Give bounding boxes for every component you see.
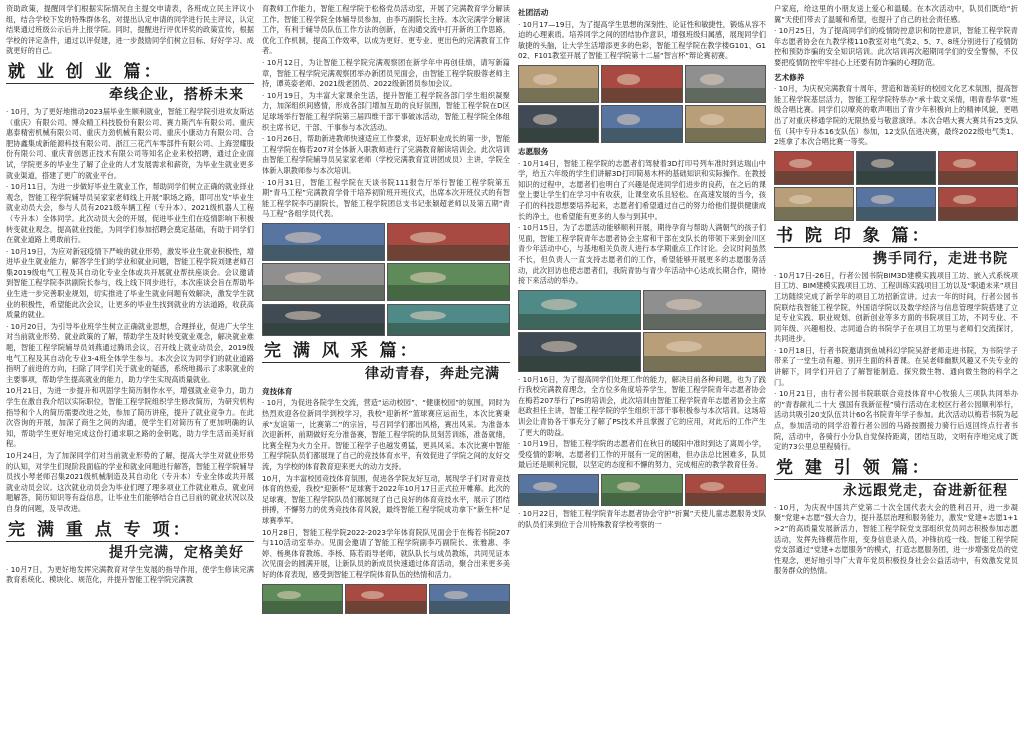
event-photo: [774, 151, 854, 185]
paragraph: 户家庭，给这里的小朋友送上爱心和温暖。在本次活动中，队员们既给“折翼”天使们带去了温暖和希望，也提升了自己的社会责任感。: [774, 4, 1018, 24]
subheading-sports: 竞技体育: [262, 386, 293, 396]
section-title-party: 党 建 引 领 篇：: [774, 456, 1018, 480]
section-title-academy: 书 院 印 象 篇：: [774, 224, 1018, 248]
event-photo: [262, 304, 385, 336]
paragraph: · 10月20日，为引导毕业班学生树立正确就业思想，合理择业，促进广大学生对当前就业形势、就业政策的了解，帮助学生及时转变就业观念，解决就业难题，智能工程学院辅导员刘燕通过腾讯会议，召开线上就业动员会，2019级电气工程及其自动化专业3-4班全体学生参与。本次会议为同学们的就业道路指明了前进的方向，扫除了同学们关于就业的疑惑，系统地揭示了求职就业的主要事项，帮助学生提高就业的能力，助力学生实现高质量就业。: [6, 321, 254, 384]
section-title-style: 完 满 风 采 篇：: [262, 339, 510, 363]
paragraph: · 10月31日，智能工程学院在天谈书院111报告厅举行智能工程学院第五期“青马工程”完满教育学骨干培养初阶班开班仪式，出席本次开班仪式的有智能工程学院李巧副院长，智能工程学院团总支书记张颖超老师以及第五期“青马工程”各组学员代表。: [262, 177, 510, 219]
subheading-community: 社团活动: [518, 8, 549, 17]
event-photo: [262, 263, 385, 301]
paragraph: · 10月，为了更好地推动2023届毕业生顺利就业，智能工程学院引进欢友斯达（重庆）有限公司、博众精工科技股份有限公司、赛力斯汽车有限公司、重庆惠泰精密机械有限公司、重庆力劲机械有限公司、重庆小康动力有限公司、合肥协鑫集成新能源科技有限公司、浙江三花汽车零部件有限公司、上海翌耀股份有限公司、重庆青创恩正技术有限公司等知名企业来校招聘，通过企业面试，学院更多的毕业生了解了企业的人才发展需求和薪资，为毕业生就业更多就业渠道，搭建了更广的就业平台。: [6, 106, 254, 180]
paragraph: · 10月19日，为应对新冠疫情下严峻的就业形势，激发毕业生就业积极性，增进毕业生就业能力，解答学生们的学业和就业问题，智能工程学院刘建老师召集2019级电气工程及其自动化专业全体或共开展就业帮扶座谈会。会议邀请到智能工程学院李洪副院长参与，线上线下同步进行，本次座谈会旨在帮助毕业生进一步完善职业规划，切实推进了毕业生就业问题有效解决，激发学生就业的积极性，希望能此次会议，让更多的毕业生找到就业的方法道路，收获高质量的就业。: [6, 246, 254, 320]
photo-grid: [774, 151, 1018, 221]
paragraph: 10月21日，为进一步提升和巩固学生简历制作水平，增强就业竞争力，助力学生在激自我介绍以实际职位，智能工程学院组织学生修改简历，为研究机构指导和个人的简历需要改进之处，参加了简历讲座，提升了就业竞争力。在此次咨询的开展，加深了商生之间的沟通，使学生们对简历有了更加明确的认知，帮助学生更好地完成这份打通求职之路的金钥匙，助力学生活而美好前程。: [6, 386, 254, 449]
paragraph: · 10月，为促进各院学生交流，营造“运动校园”、“健康校园”的氛围，同时为热烈欢迎各位新同学到校学习，我校“迎新杯”篮球赛应运而生，本次比赛秉承“友谊第一，比赛第二”的宗旨，号召同学们都出风格，赛出风采。为准备本次迎新杯，前期做好充分准备赛，智能工程学院的队员刻苦训练，准备就绪，比赛全程为火力全开。智能工程学子也越发勇猛，更具风采。本次比赛中智能工程学院队员们都展现了自己的竞技体育水平，有效促进了学院之间的友好交流，为学校的体育教育迎来更大的动力支持。: [262, 398, 510, 472]
paragraph: · 10月22日，智能工程学院青年志愿者协会守护“折翼”天使儿童志愿服务支队的队员们来到位于合川特殊教育学校考察的一: [518, 509, 766, 529]
event-photo: [429, 584, 510, 614]
event-photo: [518, 332, 641, 372]
paragraph: · 10月11日，为进一步做好毕业生就业工作，帮助同学们树立正确的就业择业观念，智能工程学院辅导员吴家家老师线上开展“职场之路，即可出发”毕业生就业动员大会，参与人员有2021级车辆工程（专升本）、2021级机器人工程（专升本）全体同学。此次动员大会的开展，促进毕业生们在疫情影响下积极转变就业观念，提高就业技能，为同学们参加招聘会奠定基础，有助于同学们在就业道路上勇敢前行。: [6, 182, 254, 245]
event-photo: [387, 263, 510, 301]
event-photo: [856, 151, 936, 185]
column-3: [518, 4, 766, 735]
event-photo: [387, 223, 510, 261]
paragraph: 育教师工作能力，智能工程学院于松格党员活动室，开展了完满教育学分解读工作。智能工程学院全体辅导员参加，由李巧副院长主持。本次完满学分解读工作，有利于辅导员队伍工作方法的创新，在沟通交流中打开新的工作思路，优化工作机制，提高工作效率，以成为更好、更专业、更出色的完满教育工作者。: [262, 4, 510, 56]
event-photo: [685, 474, 766, 506]
paragraph: · 10月19日，智能工程学院的志愿者们在秋日的暖阳中准时到达了离周小学，受疫情的影响，志愿者们工作的开展有一定的困难，但办法总比困难多，队员最后还是顺利完服，以坚定的态度和不懈的努力，完成相应的教学教育任务。: [518, 439, 766, 470]
event-photo: [685, 65, 766, 103]
subheading-volunteer: 志愿服务: [518, 146, 549, 156]
section-title-employment: 就 业 创 业 篇：: [6, 60, 254, 84]
paragraph: · 10月7日，为更好地发挥完满教育对学生发展的指导作用，使学生修读完满教育系统化、模块化、规范化，并提升智能工程学院完满教: [6, 564, 254, 585]
event-photo: [601, 474, 682, 506]
paragraph: 10月，为丰富校园竞技体育氛围，促进各学院友好互动，展现学子们对青竞技体育的热爱，我校“迎新杯”足球赛于2022年10月17日正式拉开帷幕。此次的足球赛，智能工程学院队员们都展现了自己良好的体育竞技水平，展示了团结拼搏，不懈努力的优秀竞技体育风貌，最终智能工程学院成功拿下“新生杯”足球赛季军。: [262, 473, 510, 525]
event-photo: [643, 332, 766, 372]
section-title-special: 完 满 重 点 专 项：: [6, 518, 254, 542]
event-photo: [938, 187, 1018, 221]
paragraph: · 10月12日，为让智能工程学院完满观察团在新学年中再创佳绩，请写新篇章，智能工程学院完满观察团举办新团员见面会，由智能工程学院殷蓉老师主持，谭英姿老师、2021级老团员、2022级新团员参加会议。: [262, 57, 510, 89]
event-photo: [262, 584, 343, 614]
event-photo: [643, 290, 766, 330]
event-photo: [685, 105, 766, 143]
column-2: [262, 4, 510, 735]
paragraph: · 10月19日，为丰富大家课余生活，提升智能工程学院各部门学生组织凝聚力，加深组织间感情，形成各部门增加互助的良好氛围，智能工程学院在D区足球场举行智能工程学院第三届四维干部干事破冰活动，智能工程学院全体组织主席书记、干部、干事参与本次活动。: [262, 90, 510, 132]
event-photo: [938, 151, 1018, 185]
paragraph: · 10月，为庆祝中国共产党第二十次全国代表大会的胜利召开，进一步凝聚“党建+志愿”强大合力，提升基层治理和服务能力，激发“党建+志愿1+1>2”的高质量发展新活力，智能工程学院党支部组织党员同志积极参加志愿活动，发挥先锋模范作用，变身信息录入员，冲锋抗疫一线。智能工程学院党支部通过“党建+志愿服务”的模式，打造志愿服务团，进一步增强党员的党性观念，更好地引导广大青年党员积极投身社会公益活动中，有效激发党员服务群众的热情。: [774, 502, 1018, 576]
photo-grid: [262, 584, 510, 614]
section-subtitle-academy: 携手同行，走进书院: [873, 250, 1008, 267]
photo-grid: [518, 474, 766, 506]
event-photo: [774, 187, 854, 221]
subheading-art: 艺术修养: [774, 72, 805, 82]
paragraph: 10月28日，智能工程学院2022-2023学年体育院队见面会于在梅若书院207与110活动室举办。见面会邀请了智能工程学院副李巧副院长、张雅惠、李婷、杨奥体育教练、李杨、陈若雨导老师，就队队长与成员教练，共同见证本次见面会的圆满开展，让新队员的新成员快速通过体育活动，聚合出来更多美好的体育表现，感受到智能工程学院体育队伍的热情和活力。: [262, 527, 510, 579]
column-4: [774, 4, 1018, 735]
column-1: [6, 4, 254, 735]
paragraph: · 10月21日，由行者公园书院联联合竞技体育中心牧狼人三项队共同举办的“青春献礼二十大 强国有我新征程”骑行活动在北校区行者公园顺利举行，活动共吸引20支队伍共计60名书院青年学子参加。此次活动以梅若书院为起点，参加活动的同学沿着行者公园的马路按圈接力骑行后返回终点行者书院，活动中，各骑行小分队自觉保持距离，团结互助，文明有序地完成了既定的73公里总里程骑行。: [774, 389, 1018, 452]
paragraph: · 10月26日，帮助新进教师快速适应工作要求，迈好职业成长的第一步，智能工程学院在梅若207对全体新入职教师进行了完满教育解读培训会。此次培训由智能工程学院辅导员吴家家老师（学校完满教育宣讲团成员）主讲，学院全体新入职教师参与本次培训。: [262, 134, 510, 175]
paragraph: · 10月16日，为了提高同学们处理工作的能力，解决目前各种问题，也为了践行我校完满教育理念，全方位多角度培养学生，智能工程学院青年志愿者协会在梅若207举行了PS的培训会，此次培训由智能工程学院青年志愿者协会主席赵政担任主讲，智能工程学院的学生组织干部干事积极参与本次培训。这场培训会让青协各干事充分了解了PS技术并且掌握了它的应用，对此后的工作产生了更大的助益。: [518, 374, 766, 437]
event-photo: [345, 584, 426, 614]
section-subtitle-style: 律动青春，奔赴完满: [365, 365, 500, 382]
event-photo: [518, 474, 599, 506]
event-photo: [518, 290, 641, 330]
event-photo: [387, 304, 510, 336]
paragraph: 10月24日，为了加深同学们对当前就业形势的了解，提高大学生对就业形势的认知，对学生们现阶段面临的学业和就业问题进行解答，智能工程学院辅导员找小琴老师召集2021级机械制造及其自动化（专升本）专业全体或共开展就业动员会议。这次就业动员会为毕业们理了理多项业工作就业难点，就业问题解答，简历知识等有益信息，让毕业生们能够结合自己目前的就业状况以及自身的问题，及早改进。: [6, 450, 254, 513]
photo-grid: [262, 304, 510, 336]
event-photo: [518, 105, 599, 143]
section-subtitle-party: 永远跟党走，奋进新征程: [843, 482, 1008, 499]
paragraph: · 10月25日，为了提高同学们的疫情防控意识和防控意识，智能工程学院青年志愿者协会在九教学楼110教室对电气类2、5、7、8班分别进行了疫情防控和预防诈骗的安全知识培训。此次培训再次超期同学们的安全警惕，不仅要把疫情防控牢牢挂心上还要有防诈骗的心理防范。: [774, 26, 1018, 67]
paragraph: · 10月15日，为了志愿活动能够顺利开展，期待孕育与帮助人满朝气的孩子们见面，智能工程学院青年志愿者协会主席和干部在支队长的带领下来到金川区青少年活动中心，与基地相关负责人进行本学期重点工作讨论。会议时间虽然不长，但负责人一直支持志愿者们的工作，希望能够开展更多的志愿服务活动，此次回访也使志愿者们，我院青协与青少年活动中心达成长期合作，期待接下来活动的举办。: [518, 223, 766, 286]
paragraph: · 10月，为庆祝完满教育十周年，营造和谐美好的校园文化艺术氛围，提高智能工程学院基层活力，智能工程学院特举办“承十载文采情，唱青春华章”班级合唱比赛。同学们以嘹亮的歌声唱出了青少年积极向上的精神风貌，更唱出了对重庆移通学院的无限热爱与敬意演绎。本次合唱大赛大赛共有25支队伍（其中专升本16支队伍）参加，12支队伍进决赛，最终2022级电气类1、2班拿了本次合唱比赛一等奖。: [774, 84, 1018, 147]
paragraph: · 10月14日，智能工程学院的志愿者们驾驶着3D打印号列车准时到达瑞山中学，给五六年级的学生们讲解3D打印简易木杯的基础知识和实际操作。在教授知识的过程中，志愿者们也明白了兴趣是促进同学们进步的良药，在之后的课堂上要让学生们在学习中有收获，让课堂欢乐且轻松。在高速发展的当今，孩子们的科技思想要培养起来，志愿者们希望通过自己的努力给他们提供健康成长的净土，也希望能有更多的人参与到其中。: [518, 158, 766, 221]
event-photo: [856, 187, 936, 221]
paragraph: · 10月17日-26日，行者公园书院BIM3D建模实践项目工坊、嵌入式系统项目工坊、BIM建模实践项目工坊、工程训练实践项目工坊以及“职通未来”项目工坊随续完成了新学年的项目工坊招新宣讲。过去一年的时间，行者公园书院联结我智能工程学院、外国语学院以及数学经济与信息管理学院搭建了立足专业实践、职业规划、创新创业等多方面的书院项目工坊，不同专业、不同年级、兴趣相投、志同道合的书院学子在项目工坊里与老师们交流探讨，共同进步。: [774, 270, 1018, 344]
photo-grid: [262, 223, 510, 301]
photo-grid: [518, 290, 766, 372]
event-photo: [601, 105, 682, 143]
event-photo: [518, 65, 599, 103]
event-photo: [601, 65, 682, 103]
intro-paragraph: 资助政策，提醒同学们根据实际情况自主提交申请表，各班成立民主评议小组，结合学校下发的特殊群体名，对提出认定申请的同学进行民主评议，认定结果通过班级公示后并上报学院。同时，提醒进行评优评奖的政策宣传，根据学校的评定条件，通过以评促建，进一步鼓励同学们树立目标、好好学习、成就更好的自己。: [6, 4, 254, 56]
paragraph: · 10月17—19日，为了提高学生思想的深刻性、论证性和敏捷性，锻炼从容不迫的心理素质。培养同学之间的团结协作意识，增强班级归属感，展现同学们敏捷的头脑，让大学生活增添更多的色彩，智能工程学院在教学楼G101、G102、F101教室开展了智能工程学院第十二届“智言杯”辩论赛初赛。: [518, 19, 766, 61]
section-subtitle-employment: 牵线企业，搭桥未来: [109, 86, 244, 103]
paragraph: · 10月18日，行者书院邀请到鱼城科幻学院吴舒老师走进书院，为书院学子带来了一堂生动有趣、别开生面的科普课。在吴老师幽默风趣又不失专业的讲解下，同学们开启了了解智能制造、探究微生物、通向微生物的科学之门。: [774, 345, 1018, 387]
event-photo: [262, 223, 385, 261]
section-subtitle-special: 提升完满，定格美好: [109, 544, 244, 561]
photo-grid: [518, 65, 766, 143]
